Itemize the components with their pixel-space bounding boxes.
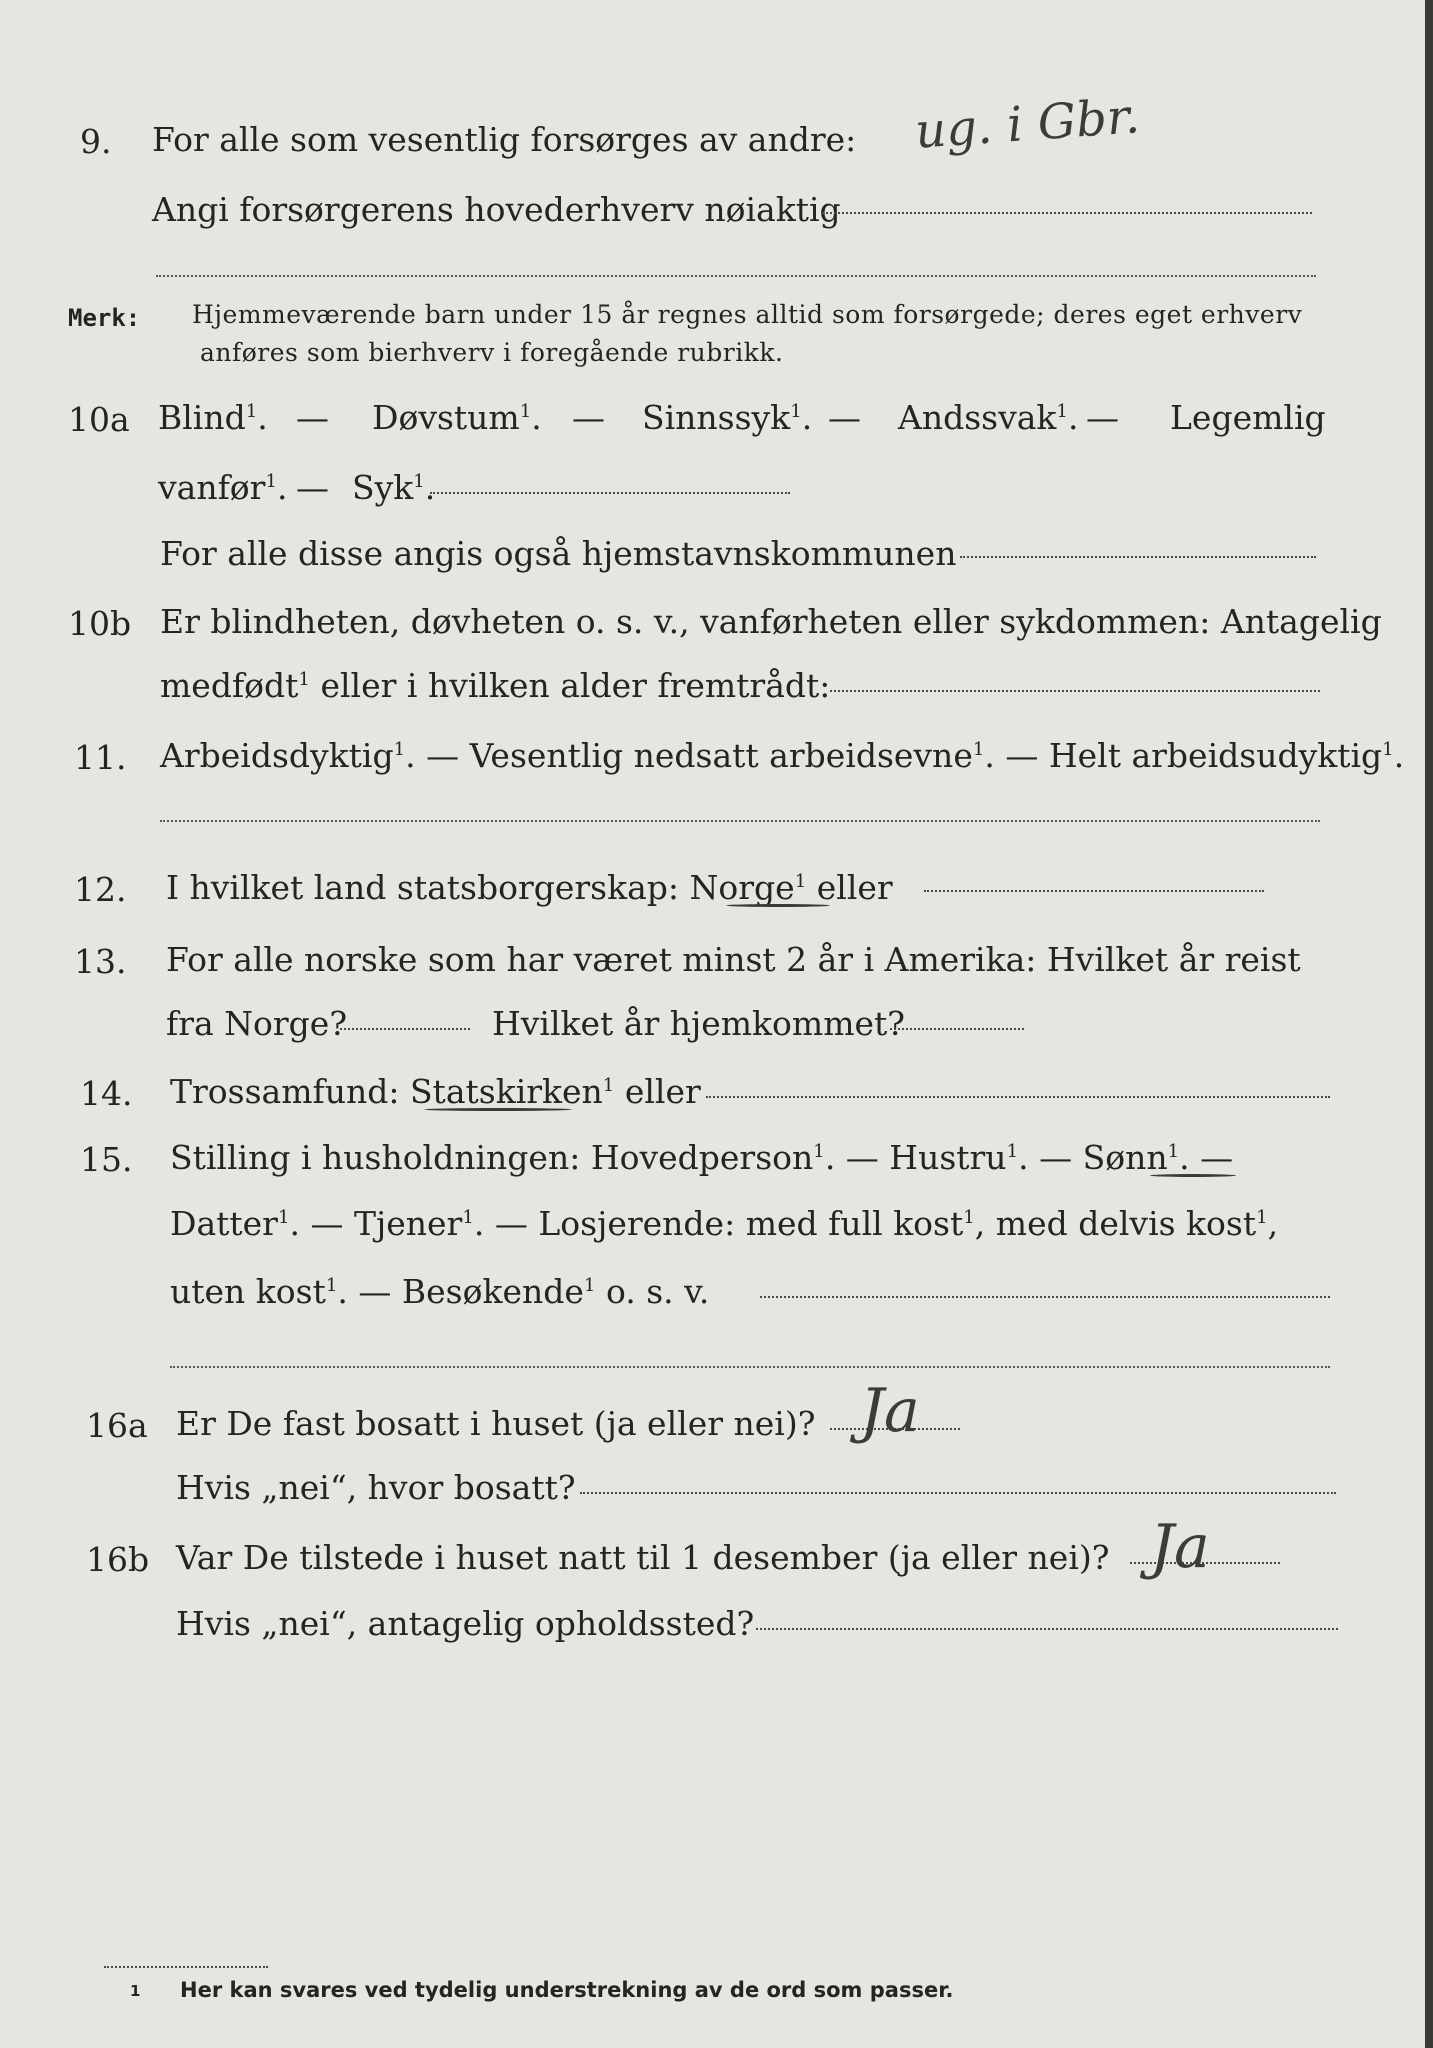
answer-line	[706, 1096, 1330, 1098]
item-11-options: Arbeidsdyktig$^1$. — Vesentlig nedsatt arbeidsevne$^1$. — Helt arbeidsudyktig$^1$.	[160, 736, 1405, 775]
option-legemlig: Legemlig	[1170, 398, 1326, 437]
note-line-1: Hjemmeværende barn under 15 år regnes alltid som forsørgede; deres eget erhverv	[192, 300, 1303, 329]
answer-line	[170, 1366, 1330, 1368]
dash: —	[828, 398, 861, 437]
item-13-question-2: Hvilket år hjemkommet?	[492, 1004, 905, 1043]
answer-line	[960, 556, 1316, 558]
item-10a-line-3: For alle disse angis også hjemstavnskommunen	[160, 534, 957, 573]
answer-line	[756, 1628, 1338, 1630]
item-13-question-1: fra Norge?	[166, 1004, 348, 1043]
option-sinnssyk: Sinnssyk$^1$.	[642, 398, 813, 437]
item-number-15: 15.	[80, 1140, 133, 1179]
dash: —	[296, 398, 329, 437]
dash: —	[572, 398, 605, 437]
answer-line	[822, 212, 1312, 214]
item-12-text: I hvilket land statsborgerskap: Norge$^1$ eller	[166, 868, 893, 907]
footnote-number: 1	[130, 1982, 141, 2000]
answer-line	[760, 1296, 1330, 1298]
option-syk: Syk$^1$.	[352, 468, 436, 507]
footnote-text: Her kan svares ved tydelig understrekning av de ord som passer.	[180, 1978, 954, 2002]
item-number-13: 13.	[74, 942, 127, 981]
note-line-2: anføres som bierhverv i foregående rubrikk.	[200, 338, 784, 367]
item-number-10a: 10a	[68, 400, 130, 439]
option-blind: Blind$^1$.	[158, 398, 268, 437]
marked-underline-sonn	[1150, 1174, 1236, 1177]
item-10b-line-2: medfødt$^1$ eller i hvilken alder fremtrådt:	[160, 666, 831, 705]
marked-underline-norge	[726, 904, 830, 907]
answer-line	[890, 1028, 1024, 1030]
item-16a-followup: Hvis „nei“, hvor bosatt?	[176, 1468, 576, 1507]
dash: —	[1086, 398, 1119, 437]
option-dovstum: Døvstum$^1$.	[372, 398, 542, 437]
answer-line	[340, 1028, 470, 1030]
item-16a-question: Er De fast bosatt i huset (ja eller nei)?	[176, 1404, 816, 1443]
item-10b-line-1: Er blindheten, døvheten o. s. v., vanførheten eller sykdommen: Antagelig	[160, 602, 1382, 641]
option-vanfor: vanfør$^1$.	[158, 468, 288, 507]
item-16b-question: Var De tilstede i huset natt til 1 desember (ja eller nei)?	[176, 1538, 1110, 1577]
handwritten-answer-9: ug. i Gbr.	[913, 88, 1142, 160]
item-15-line-3: uten kost$^1$. — Besøkende$^1$ o. s. v.	[170, 1272, 710, 1311]
marked-underline-statskirken	[424, 1108, 572, 1111]
item-number-14: 14.	[80, 1074, 133, 1113]
item-number-9: 9.	[80, 122, 112, 161]
answer-line	[430, 492, 790, 494]
note-label: Merk:	[68, 304, 141, 332]
item-number-11: 11.	[74, 738, 127, 777]
item-number-16a: 16a	[86, 1406, 148, 1445]
item-number-12: 12.	[74, 870, 127, 909]
item-13-line-1: For alle norske som har været minst 2 år i Amerika: Hvilket år reist	[166, 940, 1301, 979]
item-number-10b: 10b	[68, 604, 132, 643]
item-14-text: Trossamfund: Statskirken$^1$ eller	[170, 1072, 701, 1111]
answer-line	[830, 690, 1320, 692]
footnote-separator	[104, 1966, 268, 1968]
handwritten-answer-16a: Ja	[860, 1376, 920, 1446]
answer-line	[924, 890, 1264, 892]
answer-line	[160, 820, 1320, 822]
item-15-line-1: Stilling i husholdningen: Hovedperson$^1$. — Hustru$^1$. — Sønn$^1$. —	[170, 1138, 1234, 1177]
handwritten-answer-16b: Ja	[1150, 1512, 1210, 1582]
answer-line	[156, 275, 1316, 277]
item-number-16b: 16b	[86, 1540, 150, 1579]
item-9-line-2: Angi forsørgerens hovederhverv nøiaktig	[152, 190, 841, 229]
option-andssvak: Andssvak$^1$.	[898, 398, 1079, 437]
item-16b-followup: Hvis „nei“, antagelig opholdssted?	[176, 1604, 755, 1643]
dash: —	[296, 468, 329, 507]
item-9-line-1: For alle som vesentlig forsørges av andre:	[152, 120, 857, 159]
answer-line	[580, 1492, 1336, 1494]
item-15-line-2: Datter$^1$. — Tjener$^1$. — Losjerende: med full kost$^1$, med delvis kost$^1$,	[170, 1204, 1279, 1243]
